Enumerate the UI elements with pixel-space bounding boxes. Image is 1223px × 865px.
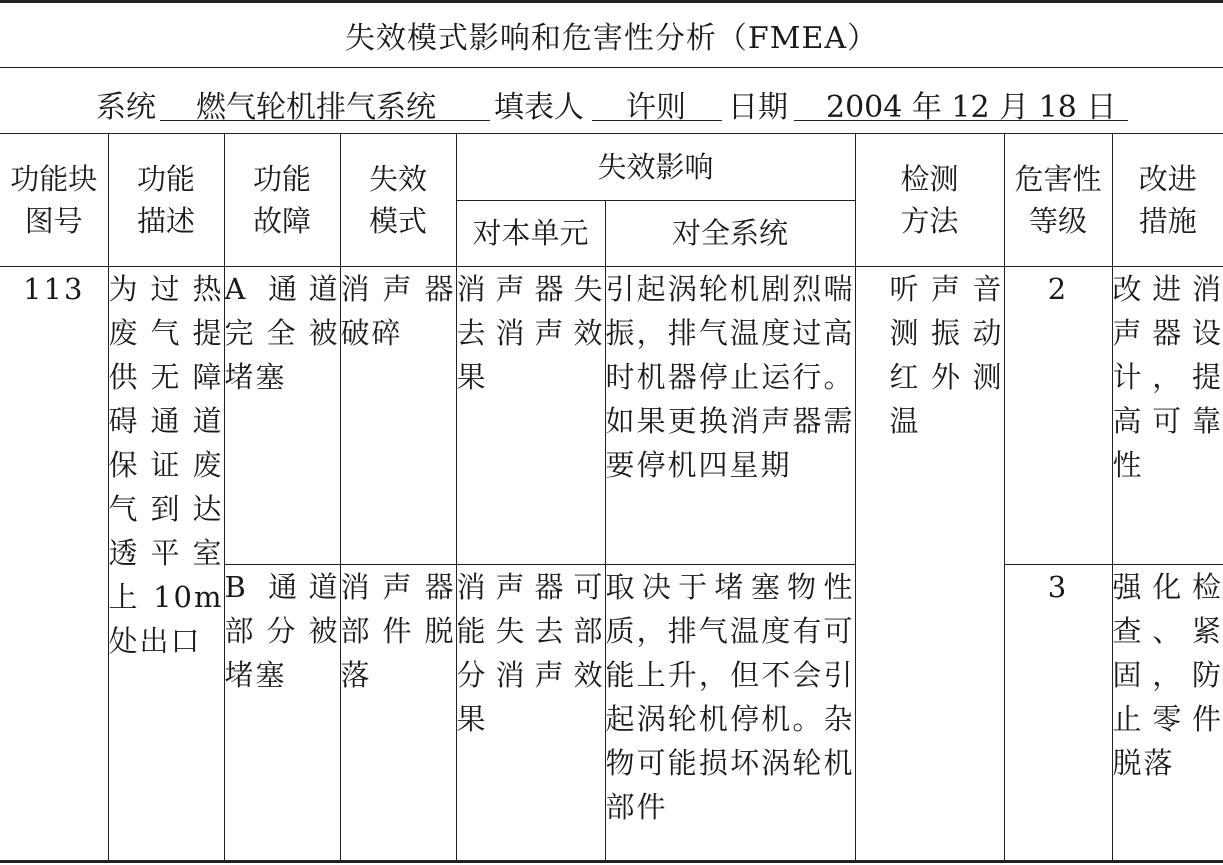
table-row: [0, 266, 1223, 564]
table-title-text: 失效模式影响和危害性分析（FMEA）: [344, 21, 879, 56]
cell-severity: 3: [1004, 564, 1112, 861]
cell-detection: 听声音测振动红外测温: [855, 266, 1004, 861]
system-underline: [160, 120, 490, 121]
system-label: 系统: [96, 90, 156, 125]
header-fault: 功能故障: [224, 134, 340, 266]
cell-improvement: 改进消声器设计，提高可靠性: [1112, 266, 1223, 564]
table-title: [0, 0, 1223, 68]
cell-description: 为过热废气提供无障碍通道保证废气到达透平室上10m 处出口: [108, 266, 224, 861]
cell-block: 113: [0, 266, 108, 861]
cell-severity: 2: [1004, 266, 1112, 564]
cell-fault: B 通道部分被堵塞: [224, 564, 340, 861]
header-effect: 失效影响: [456, 134, 855, 200]
cell-improvement: 强化检查、紧固，防止零件脱落: [1112, 564, 1223, 861]
header-block: 功能块图号: [0, 134, 108, 266]
filler-underline: [592, 120, 722, 121]
bottom-rule: [0, 860, 1223, 863]
filler-value: 许则: [626, 90, 686, 125]
date-underline: [794, 120, 1128, 121]
header-effect-unit: 对本单元: [456, 200, 605, 266]
cell-mode: 消声器破碎: [340, 266, 456, 564]
header-description: 功能描述: [108, 134, 224, 266]
header-severity: 危害性等级: [1004, 134, 1112, 266]
header-improvement: 改进措施: [1112, 134, 1223, 266]
cell-effect-system: 引起涡轮机剧烈喘振，排气温度过高时机器停止运行。如果更换消声器需要停机四星期: [605, 266, 855, 564]
header-detection: 检测方法: [855, 134, 1004, 266]
fmea-table: [0, 134, 1223, 862]
date-label: 日期: [728, 90, 788, 125]
system-value: 燃气轮机排气系统: [196, 90, 436, 125]
filler-label: 填表人: [494, 90, 584, 125]
cell-fault: A 通道完全被堵塞: [224, 266, 340, 564]
cell-effect-system: 取决于堵塞物性质，排气温度有可能上升，但不会引起涡轮机停机。杂物可能损坏涡轮机部件: [605, 564, 855, 861]
cell-mode: 消声器部件脱落: [340, 564, 456, 861]
header-effect-system: 对全系统: [605, 200, 855, 266]
info-row: [0, 68, 1223, 134]
cell-effect-unit: 消声器可能失去部分消声效果: [456, 564, 605, 861]
header-mode: 失效模式: [340, 134, 456, 266]
date-value: 2004 年 12 月 18 日: [826, 90, 1117, 125]
cell-effect-unit: 消声器失去消声效果: [456, 266, 605, 564]
